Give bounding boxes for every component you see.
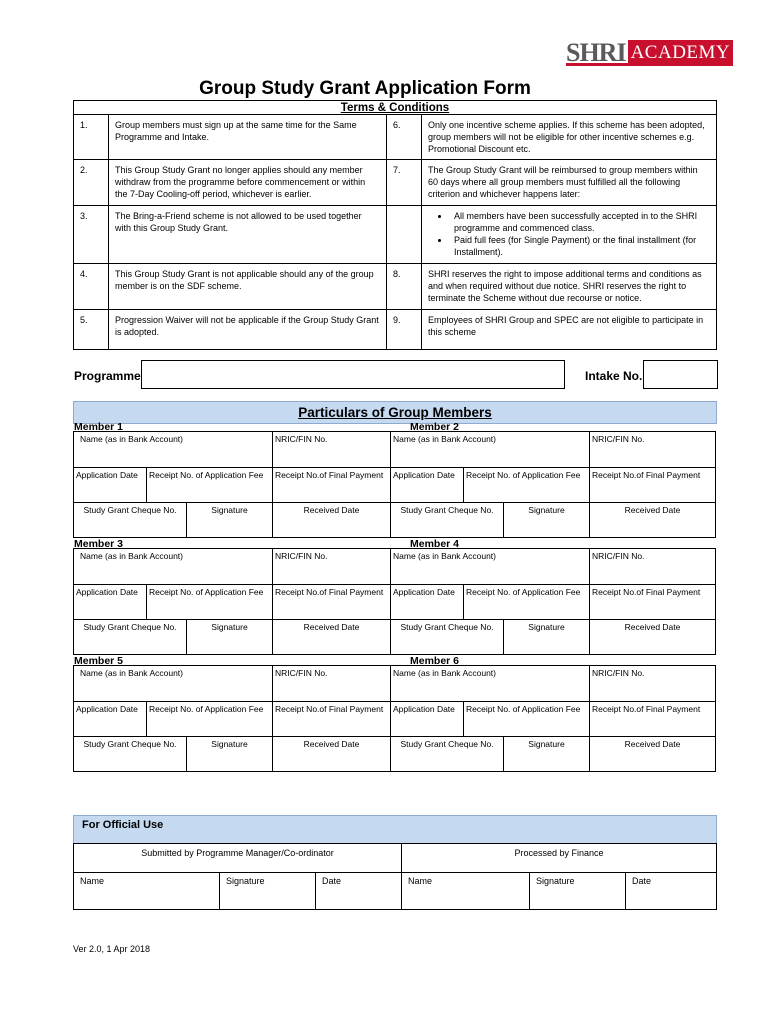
receipt-final-payment-field[interactable]: Receipt No.of Final Payment xyxy=(590,468,716,503)
cheque-field[interactable]: Study Grant Cheque No. xyxy=(391,503,504,537)
term-number: 2. xyxy=(74,160,109,206)
term-number: 8. xyxy=(387,264,422,310)
processed-by-label: Processed by Finance xyxy=(402,844,717,873)
receipt-application-fee-field[interactable]: Receipt No. of Application Fee xyxy=(147,585,273,620)
application-date-field[interactable]: Application Date xyxy=(74,585,147,620)
name-field[interactable]: Name (as in Bank Account) xyxy=(391,549,590,585)
term-text: Only one incentive scheme applies. If this scheme has been adopted, group members will not be eligible for other incentive schemes e.g. Promotional Discount etc. xyxy=(422,115,717,160)
programme-label: Programme xyxy=(74,369,141,383)
term-number: 1. xyxy=(74,115,109,160)
term-text: The Bring-a-Friend scheme is not allowed to be used together with this Group Study Grant. xyxy=(109,206,387,264)
member-block-3-4 xyxy=(73,548,716,655)
member-label: Member 5 xyxy=(74,655,124,667)
signature-field[interactable]: Signature xyxy=(528,505,565,515)
name-field[interactable]: Name (as in Bank Account) xyxy=(74,666,273,702)
cheque-field[interactable]: Study Grant Cheque No. xyxy=(74,620,187,654)
receipt-final-payment-field[interactable]: Receipt No.of Final Payment xyxy=(590,702,716,737)
official-use-heading xyxy=(73,815,717,844)
term-text: This Group Study Grant is not applicable should any of the group member is on the SDF scheme. xyxy=(109,264,387,310)
member-label: Member 3 xyxy=(74,538,124,550)
official-name-field[interactable]: Name xyxy=(74,873,220,910)
term-bullet-item: • Paid full fees (for Single Payment) or the final installment (for Installment). xyxy=(450,234,710,258)
official-name-field[interactable]: Name xyxy=(402,873,530,910)
term-text: This Group Study Grant no longer applies should any member withdraw from the programme before commencement or within the 7-Day Cooling-off period, whichever is earlier. xyxy=(109,160,387,206)
particulars-heading xyxy=(73,401,717,424)
receipt-application-fee-field[interactable]: Receipt No. of Application Fee xyxy=(147,468,273,503)
cheque-field[interactable]: Study Grant Cheque No. xyxy=(74,737,187,771)
version-text: Ver 2.0, 1 Apr 2018 xyxy=(73,944,151,954)
form-title: Group Study Grant Application Form xyxy=(199,78,531,99)
signature-field[interactable]: Signature xyxy=(528,739,565,749)
receipt-application-fee-field[interactable]: Receipt No. of Application Fee xyxy=(464,468,590,503)
terms-heading: Terms & Conditions xyxy=(74,101,717,115)
nric-field[interactable]: NRIC/FIN No. xyxy=(590,666,716,702)
application-date-field[interactable]: Application Date xyxy=(74,468,147,503)
term-text: Employees of SHRI Group and SPEC are not eligible to participate in this scheme xyxy=(422,310,717,350)
receipt-final-payment-field[interactable]: Receipt No.of Final Payment xyxy=(273,702,391,737)
terms-table xyxy=(73,100,717,350)
signature-field[interactable]: Signature xyxy=(211,505,248,515)
term-number: 4. xyxy=(74,264,109,310)
receipt-final-payment-field[interactable]: Receipt No.of Final Payment xyxy=(273,585,391,620)
nric-field[interactable]: NRIC/FIN No. xyxy=(590,549,716,585)
receipt-application-fee-field[interactable]: Receipt No. of Application Fee xyxy=(464,702,590,737)
member-label: Member 6 xyxy=(410,655,460,667)
member-label: Member 2 xyxy=(410,421,460,433)
received-date-field[interactable]: Received Date xyxy=(590,737,716,772)
official-use-table xyxy=(73,843,717,910)
term-text: Group members must sign up at the same time for the Same Programme and Intake. xyxy=(109,115,387,160)
received-date-field[interactable]: Received Date xyxy=(273,737,391,772)
received-date-field[interactable]: Received Date xyxy=(590,503,716,538)
term-number: 6. xyxy=(387,115,422,160)
name-field[interactable]: Name (as in Bank Account) xyxy=(391,666,590,702)
intake-label: Intake No. xyxy=(585,369,643,383)
term-number: 9. xyxy=(387,310,422,350)
member-block-5-6 xyxy=(73,665,716,772)
receipt-final-payment-field[interactable]: Receipt No.of Final Payment xyxy=(273,468,391,503)
member-block-1-2 xyxy=(73,431,716,538)
cheque-field[interactable]: Study Grant Cheque No. xyxy=(391,620,504,654)
received-date-field[interactable]: Received Date xyxy=(273,503,391,538)
signature-field[interactable]: Signature xyxy=(211,622,248,632)
particulars-heading-text: Particulars of Group Members xyxy=(298,405,492,420)
term-bullet-item: • All members have been successfully accepted in to the SHRI programme and commenced class. xyxy=(450,210,710,234)
logo-text-shri: SHRI xyxy=(566,38,626,67)
programme-input[interactable] xyxy=(141,360,565,389)
official-date-field[interactable]: Date xyxy=(316,873,402,910)
official-signature-field[interactable]: Signature xyxy=(530,873,626,910)
receipt-application-fee-field[interactable]: Receipt No. of Application Fee xyxy=(464,585,590,620)
member-label: Member 1 xyxy=(74,421,124,433)
signature-field[interactable]: Signature xyxy=(528,622,565,632)
name-field[interactable]: Name (as in Bank Account) xyxy=(74,549,273,585)
received-date-field[interactable]: Received Date xyxy=(273,620,391,655)
term-number: 5. xyxy=(74,310,109,350)
logo-text-academy: ACADEMY xyxy=(628,40,734,66)
received-date-field[interactable]: Received Date xyxy=(590,620,716,655)
cheque-field[interactable]: Study Grant Cheque No. xyxy=(74,503,187,537)
term-number: 3. xyxy=(74,206,109,264)
official-use-heading-text: For Official Use xyxy=(82,819,164,831)
nric-field[interactable]: NRIC/FIN No. xyxy=(273,549,391,585)
cheque-field[interactable]: Study Grant Cheque No. xyxy=(391,737,504,771)
term-text: Progression Waiver will not be applicable if the Group Study Grant is adopted. xyxy=(109,310,387,350)
official-date-field[interactable]: Date xyxy=(626,873,717,910)
term-number: 7. xyxy=(387,160,422,206)
term-text: SHRI reserves the right to impose additional terms and conditions as and when required without due notice. SHRI reserves the right to terminate the Scheme without due recourse or notice. xyxy=(422,264,717,310)
application-date-field[interactable]: Application Date xyxy=(391,702,464,737)
receipt-final-payment-field[interactable]: Receipt No.of Final Payment xyxy=(590,585,716,620)
name-field[interactable]: Name (as in Bank Account) xyxy=(391,432,590,468)
nric-field[interactable]: NRIC/FIN No. xyxy=(590,432,716,468)
nric-field[interactable]: NRIC/FIN No. xyxy=(273,432,391,468)
intake-input[interactable] xyxy=(643,360,718,389)
application-date-field[interactable]: Application Date xyxy=(391,585,464,620)
signature-field[interactable]: Signature xyxy=(211,739,248,749)
term-bullet-cell xyxy=(387,206,422,264)
application-date-field[interactable]: Application Date xyxy=(391,468,464,503)
shri-academy-logo xyxy=(566,40,733,66)
application-date-field[interactable]: Application Date xyxy=(74,702,147,737)
submitted-by-label: Submitted by Programme Manager/Co-ordinator xyxy=(74,844,402,873)
receipt-application-fee-field[interactable]: Receipt No. of Application Fee xyxy=(147,702,273,737)
name-field[interactable]: Name (as in Bank Account) xyxy=(74,432,273,468)
term-bullets xyxy=(422,206,717,264)
term-text: The Group Study Grant will be reimbursed to group members within 60 days where all group members must fulfilled all the following criterion and whichever happens later: xyxy=(422,160,717,206)
member-label: Member 4 xyxy=(410,538,460,550)
official-signature-field[interactable]: Signature xyxy=(220,873,316,910)
nric-field[interactable]: NRIC/FIN No. xyxy=(273,666,391,702)
